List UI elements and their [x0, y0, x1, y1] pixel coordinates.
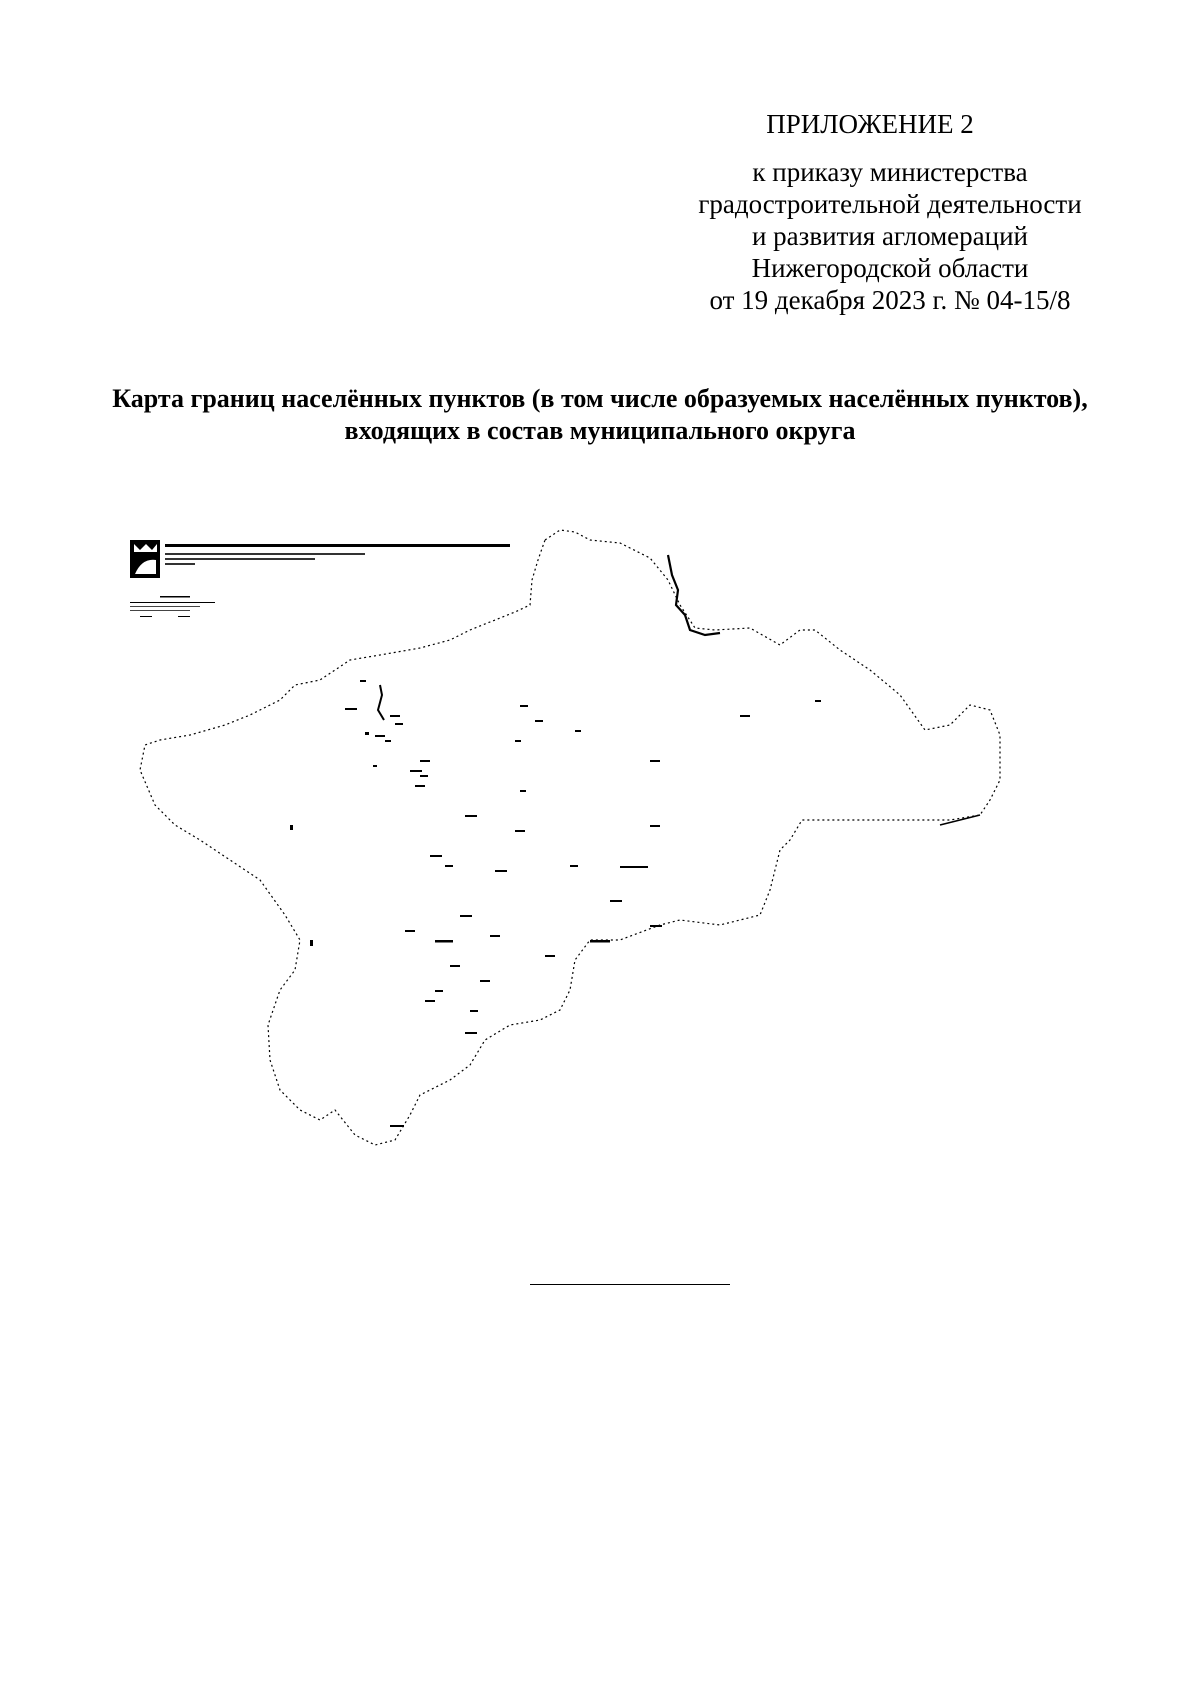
appendix-line: от 19 декабря 2023 г. № 04-15/8 — [709, 285, 1071, 315]
appendix-line: и развития агломераций — [751, 221, 1028, 251]
bottom-rule — [530, 1284, 730, 1285]
district-boundary — [140, 530, 1000, 1145]
boundary-segment-east — [940, 815, 980, 825]
appendix-line: Нижегородской области — [751, 253, 1029, 283]
map-figure — [120, 520, 1100, 1240]
map-header-subtitle-mark — [165, 558, 315, 560]
river-border-line — [668, 555, 720, 635]
appendix-line: к приказу министерства — [752, 157, 1028, 187]
map-svg — [120, 520, 1100, 1240]
appendix-title: ПРИЛОЖЕНИЕ 2 — [766, 109, 974, 139]
appendix-line: градостроительной деятельности — [698, 189, 1082, 219]
settlement-marks — [290, 680, 821, 1127]
boundary-segment-west — [378, 685, 384, 720]
appendix-block — [640, 108, 1140, 316]
coat-of-arms-icon — [130, 540, 160, 578]
map-legend — [130, 590, 218, 617]
document-title: Карта границ населённых пунктов (в том числе образуемых населённых пунктов), входящих в состав муниципального округа — [112, 384, 1088, 445]
